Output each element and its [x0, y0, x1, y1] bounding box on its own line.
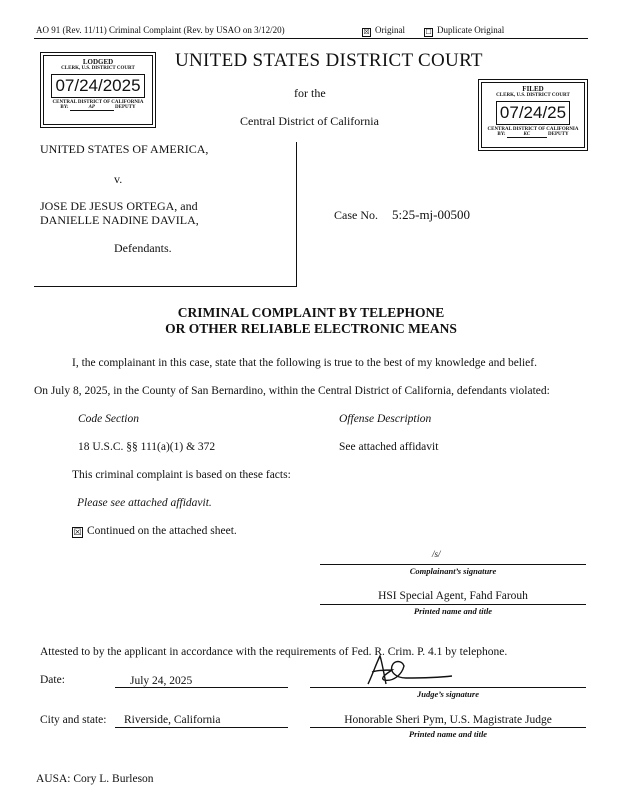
filed-stamp-clerk: CLERK, U.S. DISTRICT COURT: [496, 93, 570, 98]
ausa-name: AUSA: Cory L. Burleson: [36, 773, 154, 785]
judge-signature-mark: [362, 652, 457, 690]
offense-description-header: Offense Description: [339, 413, 432, 425]
offense-description-value: See attached affidavit: [339, 441, 439, 453]
judge-name-caption: Printed name and title: [408, 729, 488, 739]
for-the: for the: [294, 86, 326, 100]
original-option: [362, 25, 405, 37]
judge-signature-line: [310, 687, 586, 688]
continued-option: [72, 525, 237, 538]
complainant-signature: /s/: [432, 549, 441, 559]
lodged-stamp-district: CENTRAL DISTRICT OF CALIFORNIA: [52, 100, 144, 105]
versus: v.: [114, 172, 123, 186]
date-value: July 24, 2025: [130, 675, 193, 687]
defendants-label: Defendants.: [114, 241, 172, 255]
case-number: 5:25-mj-00500: [392, 207, 470, 222]
complaint-title-line-2: OR OTHER RELIABLE ELECTRONIC MEANS: [165, 321, 457, 336]
filed-stamp-initials: KC: [507, 132, 547, 138]
violation-statement: On July 8, 2025, in the County of San Bernardino, within the Central District of California, defendants violated:: [34, 385, 550, 397]
filed-stamp-date: 07/24/25: [496, 101, 570, 125]
lodged-stamp-clerk: CLERK, U.S. DISTRICT COURT: [61, 66, 135, 71]
defendant-line-2: DANIELLE NADINE DAVILA,: [40, 213, 199, 227]
lodged-stamp-by-line: BY: AP DEPUTY: [60, 105, 136, 110]
complaint-title-line-1: CRIMINAL COMPLAINT BY TELEPHONE: [177, 305, 445, 320]
filed-stamp: [478, 79, 588, 151]
lodged-stamp-title: LODGED: [82, 58, 114, 66]
city-state-label: City and state:: [40, 714, 107, 726]
facts-intro: This criminal complaint is based on these facts:: [72, 469, 291, 481]
complainant-signature-caption: Complainant’s signature: [409, 566, 497, 576]
caption-vertical-rule: [296, 142, 297, 286]
complainant-statement: I, the complainant in this case, state that the following is true to the best of my knowledge and belief.: [72, 357, 537, 369]
city-state-line: [115, 727, 288, 728]
checked-box-icon: ☒: [73, 527, 82, 537]
defendant-line-1: JOSE DE JESUS ORTEGA, and: [40, 199, 198, 213]
duplicate-option: [424, 25, 504, 37]
complainant-name-line: [320, 604, 586, 605]
continued-label: Continued on the attached sheet.: [87, 525, 237, 537]
court-name: UNITED STATES DISTRICT COURT: [175, 50, 483, 71]
unchecked-box-icon: ☐: [425, 28, 432, 36]
header-rule: [34, 38, 588, 39]
filed-stamp-district: CENTRAL DISTRICT OF CALIFORNIA: [487, 127, 579, 132]
date-label: Date:: [40, 674, 65, 686]
lodged-stamp: [40, 52, 156, 128]
judge-name: Honorable Sheri Pym, U.S. Magistrate Judge: [344, 714, 552, 726]
plaintiff: UNITED STATES OF AMERICA,: [40, 142, 209, 156]
judge-name-line: [310, 727, 586, 728]
complainant-signature-line: [320, 564, 586, 565]
duplicate-label: Duplicate Original: [437, 25, 505, 35]
checked-box-icon: ☒: [363, 28, 370, 36]
lodged-stamp-date: 07/24/2025: [51, 74, 144, 98]
date-line: [115, 687, 288, 688]
attestation-statement: Attested to by the applicant in accordance with the requirements of Fed. R. Crim. P. 4.1 by telephone.: [40, 646, 508, 658]
city-state-value: Riverside, California: [124, 714, 221, 726]
case-no-label: Case No.: [334, 208, 378, 222]
complainant-name-caption: Printed name and title: [413, 606, 493, 616]
form-id: AO 91 (Rev. 11/11) Criminal Complaint (Rev. by USAO on 3/12/20): [36, 25, 285, 35]
judge-signature-caption: Judge’s signature: [417, 689, 479, 699]
caption-bottom-rule: [34, 286, 297, 287]
filed-stamp-title: FILED: [522, 85, 544, 93]
district-name: Central District of California: [240, 114, 379, 128]
complainant-name: HSI Special Agent, Fahd Farouh: [378, 590, 528, 602]
original-label: Original: [375, 25, 405, 35]
code-section-header: Code Section: [78, 413, 139, 425]
lodged-stamp-initials: AP: [70, 105, 114, 111]
code-section-value: 18 U.S.C. §§ 111(a)(1) & 372: [78, 441, 216, 453]
facts-text: Please see attached affidavit.: [77, 497, 212, 509]
filed-stamp-by-line: BY: KC DEPUTY: [497, 132, 569, 137]
